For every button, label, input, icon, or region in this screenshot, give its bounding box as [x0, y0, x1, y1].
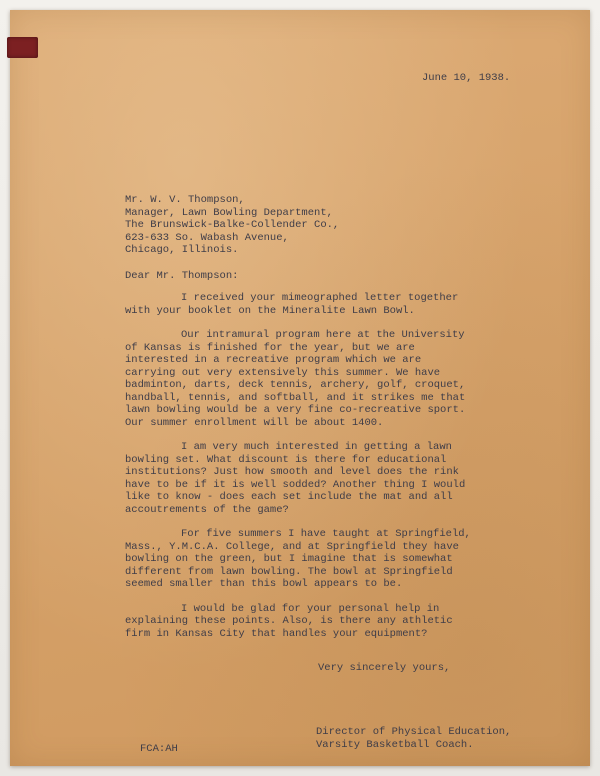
- recipient-line: Mr. W. V. Thompson,: [125, 194, 245, 206]
- signature-title-line: Director of Physical Education,: [316, 726, 512, 738]
- body-paragraph: I received your mimeographed letter together with your booklet on the Mineralite Lawn Bowl.: [125, 292, 459, 317]
- body-paragraph: Our intramural program here at the University of Kansas is finished for the year, but we are interested in a recreative program which we are carrying out very extensively this summer. We have badminton, darts, deck tennis, archery, golf, croquet, handball, tennis, and softball, and it strikes me that lawn bowling would be a very fine co-recreative sport. Our summer enrollment will be about 1400.: [125, 329, 466, 429]
- recipient-address: [125, 194, 339, 257]
- letter-date: June 10, 1938.: [422, 72, 511, 84]
- signature-title-line: Varsity Basketball Coach.: [316, 738, 474, 751]
- recipient-line: 623-633 So. Wabash Avenue,: [125, 231, 289, 244]
- typist-initials: FCA:AH: [140, 743, 178, 755]
- closing-line: Very sincerely yours,: [318, 662, 451, 674]
- corner-tape-mark: [7, 37, 38, 58]
- recipient-line: Manager, Lawn Bowling Department,: [125, 206, 333, 219]
- recipient-line: Chicago, Illinois.: [125, 244, 239, 256]
- signature-block: [316, 726, 511, 751]
- body-paragraph: For five summers I have taught at Springfield, Mass., Y.M.C.A. College, and at Springfield they have bowling on the green, but I imagine that is somewhat different from lawn bowling. The bowl at Springfield seemed smaller than this bowl appears to be.: [125, 528, 471, 590]
- letter-body: [125, 292, 477, 652]
- body-paragraph: I am very much interested in getting a lawn bowling set. What discount is there for educational institutions? Just how smooth and level does the rink have to be if it is well sodded? Another thing I would like to know - does each set include the mat and all accoutrements of the game?: [125, 441, 466, 516]
- recipient-line: The Brunswick-Balke-Collender Co.,: [125, 219, 340, 231]
- salutation: Dear Mr. Thompson:: [125, 270, 239, 282]
- letter-paper: [10, 10, 590, 766]
- body-paragraph: I would be glad for your personal help in explaining these points. Also, is there any athletic firm in Kansas City that handles your equipment?: [125, 602, 453, 640]
